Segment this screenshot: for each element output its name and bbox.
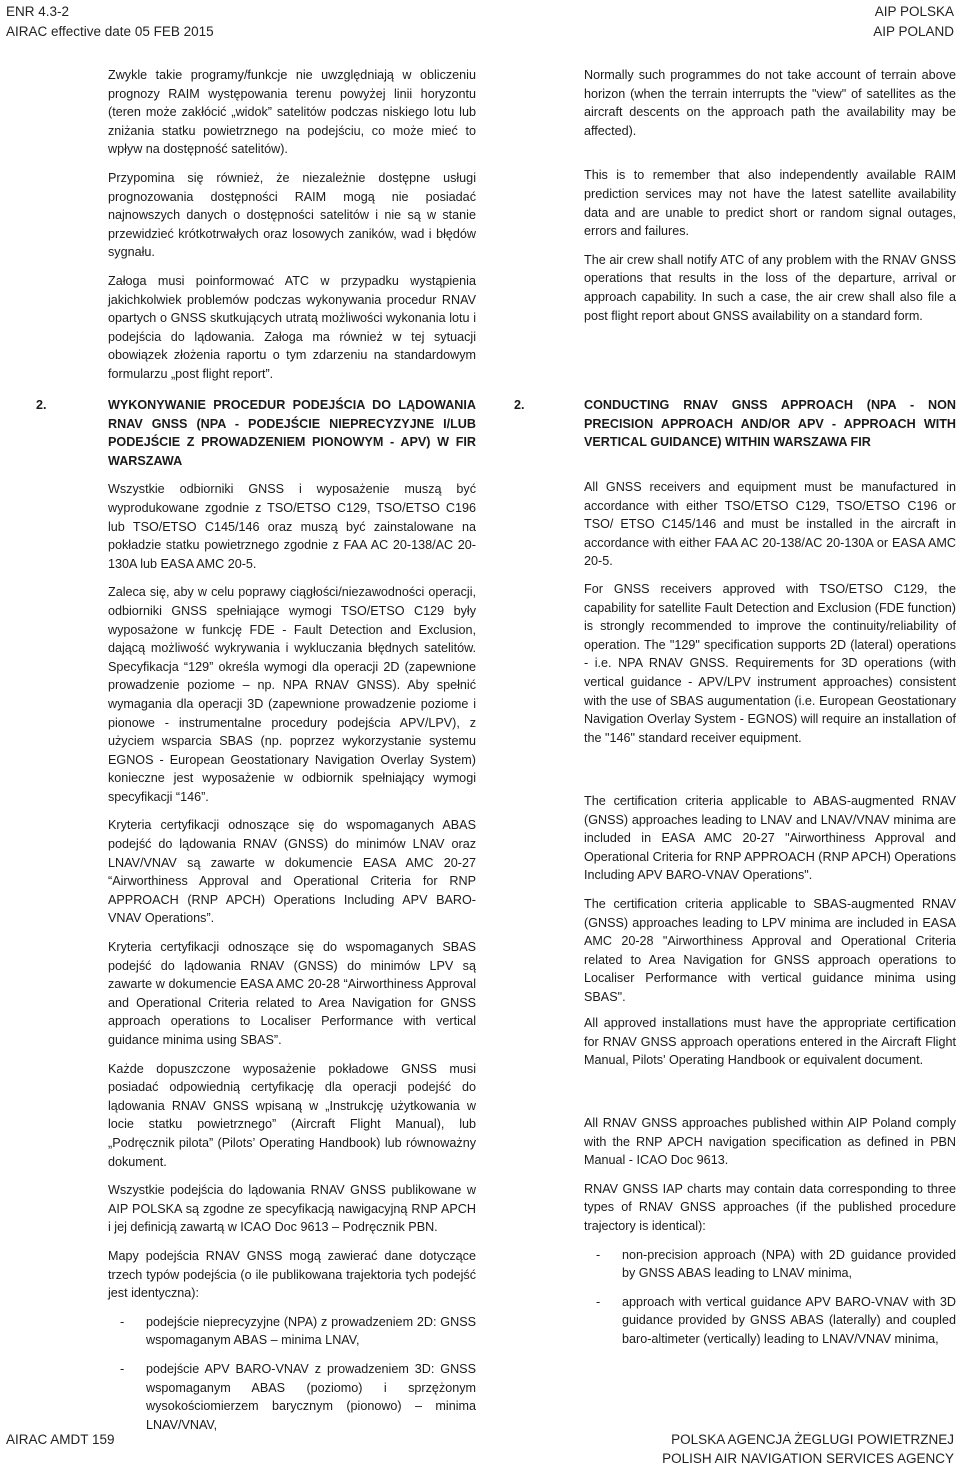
- paragraph: The certification criteria applicable to SBAS-augmented RNAV (GNSS) approaches leading to LPV minima are included in EASA AMC 20-28 "Airworthiness Approval and Operational Criteria related to Area Navigation for GNSS approach operations to Localiser Performance with vertical guidance minima using SBAS".: [584, 896, 956, 1004]
- publication-title-pl: AIP POLSKA: [874, 4, 954, 19]
- section-heading-en: CONDUCTING RNAV GNSS APPROACH (NPA - NON PRECISION APPROACH AND/OR APV - APPROACH WITH VERTICAL GUIDANCE) WITHIN WARSZAWA FIR: [584, 398, 956, 450]
- paragraph: Zaleca się, aby w celu poprawy ciągłości/niezawodności operacji, odbiorniki GNSS spełniające wymogi TSO/ETSO C129 były wyposażone w funkcję FDE - Fault Detection and Exclusion, dającą możliwość wykrywania i wykluczania błędnych satelitów. Specyfikacja “129” określa wymogi dla operacji 2D (zapewnione prowadzenie poziome – np. NPA RNAV GNSS). Aby spełnić wymagania dla operacji 3D (zapewnione prowadzenie poziome i pionowe - instrumentalne procedury podejścia APV/LPV), z użyciem wsparcia SBAS (np. poprzez wykorzystanie systemu EGNOS - European Geostationary Navigation Overlay System) konieczne jest wyposażenie w odbiornik spełniający wymogi specyfikacji “146”.: [108, 585, 476, 804]
- section-number-en: 2.: [514, 398, 525, 412]
- en-block-1: [584, 478, 956, 581]
- agency-name-en: POLISH AIR NAVIGATION SERVICES AGENCY: [662, 1451, 954, 1466]
- paragraph: Wszystkie odbiorniki GNSS i wyposażenie muszą być wyprodukowane zgodnie z TSO/ETSO C129, TSO/ETSO C196 lub TSO/ETSO C145/146 oraz muszą być zainstalowane na pokładzie statku powietrznego zgodnie z FAA AC 20-138/AC 20-130A lub EASA AMC 20-5.: [108, 482, 476, 571]
- list-item-text: approach with vertical guidance APV BARO-VNAV with 3D guidance provided by GNSS ABAS (laterally) and coupled baro-altimeter (vertically) leading to LNAV/VNAV minima,: [622, 1294, 956, 1346]
- bullet-dash: -: [120, 1314, 125, 1329]
- en-block-5: [584, 1014, 956, 1080]
- page-reference: ENR 4.3-2: [6, 4, 70, 19]
- list-item-text: podejście APV BARO-VNAV z prowadzeniem 3D: GNSS wspomaganym ABAS (poziomo) i sprzężonym wysokościomierzem barycznym (pionowo) – minima LNAV/VNAV,: [146, 1361, 476, 1432]
- en-block-3: [584, 792, 956, 1017]
- paragraph: Przypomina się również, że niezależnie dostępne usługi prognozowania dostępności RAIM mogą nie posiadać najnowszych danych o dostępności satelitów i nie są w stanie przewidzieć krótkotrwałych oraz losowych zaników, wad i błędów sygnału.: [108, 170, 476, 260]
- paragraph: The air crew shall notify ATC of any problem with the RNAV GNSS operations that results in the loss of the departure, arrival or approach capability. In such a case, the air crew shall also file a post flight report about GNSS availability on a standard form.: [584, 252, 956, 323]
- paragraph: Zwykle takie programy/funkcje nie uwzględniają w obliczeniu prognozy RAIM występowania terenu powyżej linii horyzontu (teren może zakłócić „widok” satelitów podczas niskiego lotu lub zniżania statku powietrznego na podejściu, co może mieć to wpływ na dostępność satelitów).: [108, 68, 476, 157]
- top-column-en: [584, 66, 956, 335]
- list-item-text: non-precision approach (NPA) with 2D guidance provided by GNSS ABAS leading to LNAV minima,: [622, 1247, 956, 1281]
- list-item: [108, 1360, 476, 1434]
- bullet-dash: -: [596, 1247, 601, 1262]
- publication-title-en: AIP POLAND: [873, 24, 954, 39]
- paragraph: RNAV GNSS IAP charts may contain data corresponding to three types of RNAV GNSS approaches (if the published procedure trajectory is identical):: [584, 1181, 956, 1233]
- section-number-pl: 2.: [36, 398, 47, 412]
- airac-effective-date: AIRAC effective date 05 FEB 2015: [6, 24, 214, 39]
- en-block-2: [584, 580, 956, 757]
- top-column-pl: [108, 66, 476, 394]
- page-footer-right: [662, 1430, 954, 1467]
- paragraph: Wszystkie podejścia do lądowania RNAV GNSS publikowane w AIP POLSKA są zgodne ze specyfikacją nawigacyjną RNP APCH i jej definicją zawartą w ICAO Doc 9613 – Podręcznik PBN.: [108, 1183, 476, 1235]
- agency-name-pl: POLSKA AGENCJA ŻEGLUGI POWIETRZNEJ: [671, 1432, 954, 1447]
- section-column-pl: [108, 396, 476, 1444]
- paragraph: All RNAV GNSS approaches published within AIP Poland comply with the RNP APCH navigation specification as defined in PBN Manual - ICAO Doc 9613.: [584, 1116, 956, 1168]
- paragraph: For GNSS receivers approved with TSO/ETSO C129, the capability for satellite Fault Detection and Exclusion (FDE function) is strongly recommended to improve the continuity/reliability of operation. The "129" specification supports 2D (lateral) operations - i.e. NPA RNAV GNSS. Requirements for 3D operations (with vertical guidance - APV/LPV instrument approaches) consistent with the use of SBAS augumentation (i.e. European Geostationary Navigation Overlay System - EGNOS) will require an installation of the "146" standard receiver equipment.: [584, 582, 956, 745]
- page-header-right: [873, 2, 954, 42]
- en-block-6: [584, 1114, 956, 1359]
- bullet-dash: -: [596, 1294, 601, 1309]
- section-heading-pl: WYKONYWANIE PROCEDUR PODEJŚCIA DO LĄDOWANIA RNAV GNSS (NPA - PODEJŚCIE NIEPRECYZYJNE I/LUB PODEJŚCIE Z PROWADZENIEM PIONOWYM - APV) W FIR WARSZAWA: [108, 398, 476, 468]
- page-header-left: [6, 2, 214, 42]
- paragraph: Mapy podejścia RNAV GNSS mogą zawierać dane dotyczące trzech typów podejścia (o ile publikowana trajektoria tych podejść jest identyczna):: [108, 1248, 476, 1301]
- paragraph: Załoga musi poinformować ATC w przypadku wystąpienia jakichkolwiek problemów podczas wykonywania procedur RNAV opartych o GNSS skutkujących utratą możliwości wykonania lotu i podejścia do lądowania. Załoga ma również w tej sytuacji obowiązek złożenia raportu o tym zdarzeniu na standardowym formularzu „post flight report”.: [108, 273, 476, 381]
- section-heading-block-en: [584, 396, 956, 462]
- list-item: [584, 1293, 956, 1349]
- paragraph: The certification criteria applicable to ABAS-augmented RNAV (GNSS) approaches leading to LNAV and LNAV/VNAV minima are included in EASA AMC 20-27 "Airworthiness Approval and Operational Criteria for RNP APPROACH (RNP APCH) Operations Including APV BARO-VNAV Operations".: [584, 794, 956, 883]
- list-item: [108, 1313, 476, 1350]
- paragraph: All GNSS receivers and equipment must be manufactured in accordance with either TSO/ETSO C129, TSO/ETSO C196 or TSO/ ETSO C145/146 and must be installed in the aircraft in accordance with either FAA AC 20-138/AC 20-130A or EASA AMC 20-5.: [584, 480, 956, 569]
- list-item: [584, 1246, 956, 1283]
- list-item-text: podejście nieprecyzyjne (NPA) z prowadzeniem 2D: GNSS wspomaganym ABAS – minima LNAV,: [146, 1314, 476, 1348]
- paragraph: Normally such programmes do not take account of terrain above horizon (when the terrain interrupts the "view" of satellites as the aircraft descents on the approach path the availability may be affected).: [584, 68, 956, 138]
- paragraph: All approved installations must have the appropriate certification for RNAV GNSS approach operations entered in the Aircraft Flight Manual, Pilots' Operating Handbook or equivalent document.: [584, 1016, 956, 1068]
- amendment-number: AIRAC AMDT 159: [6, 1432, 115, 1447]
- bullet-dash: -: [120, 1361, 125, 1376]
- paragraph: This is to remember that also independently available RAIM prediction services may not have the latest satellite availability data and are unable to predict short or random signal outages, errors and failures.: [584, 168, 956, 239]
- paragraph: Kryteria certyfikacji odnoszące się do wspomaganych ABAS podejść do lądowania RNAV (GNSS) do minimów LNAV oraz LNAV/VNAV są zawarte w dokumencie EASA AMC 20-27 “Airworthiness Approval and Operational Criteria for RNP APPROACH (RNP APCH) Operations Including APV BARO-VNAV Operations”.: [108, 818, 476, 926]
- paragraph: Kryteria certyfikacji odnoszące się do wspomaganych SBAS podejść do lądowania RNAV (GNSS) do minimów LPV są zawarte w dokumencie EASA AMC 20-28 “Airworthiness Approval and Operational Criteria related to Area Navigation for GNSS approach operations to Localiser Performance with vertical guidance minima using SBAS”.: [108, 940, 476, 1047]
- paragraph: Każde dopuszczone wyposażenie pokładowe GNSS musi posiadać odpowiednią certyfikację dla operacji podejść do lądowania RNAV GNSS wpisaną w „Instrukcję użytkowania w locie statku powietrznego” (Aircraft Flight Manual), lub „Podręcznik pilota” (Pilots’ Operating Handbook) lub równoważny dokument.: [108, 1061, 476, 1169]
